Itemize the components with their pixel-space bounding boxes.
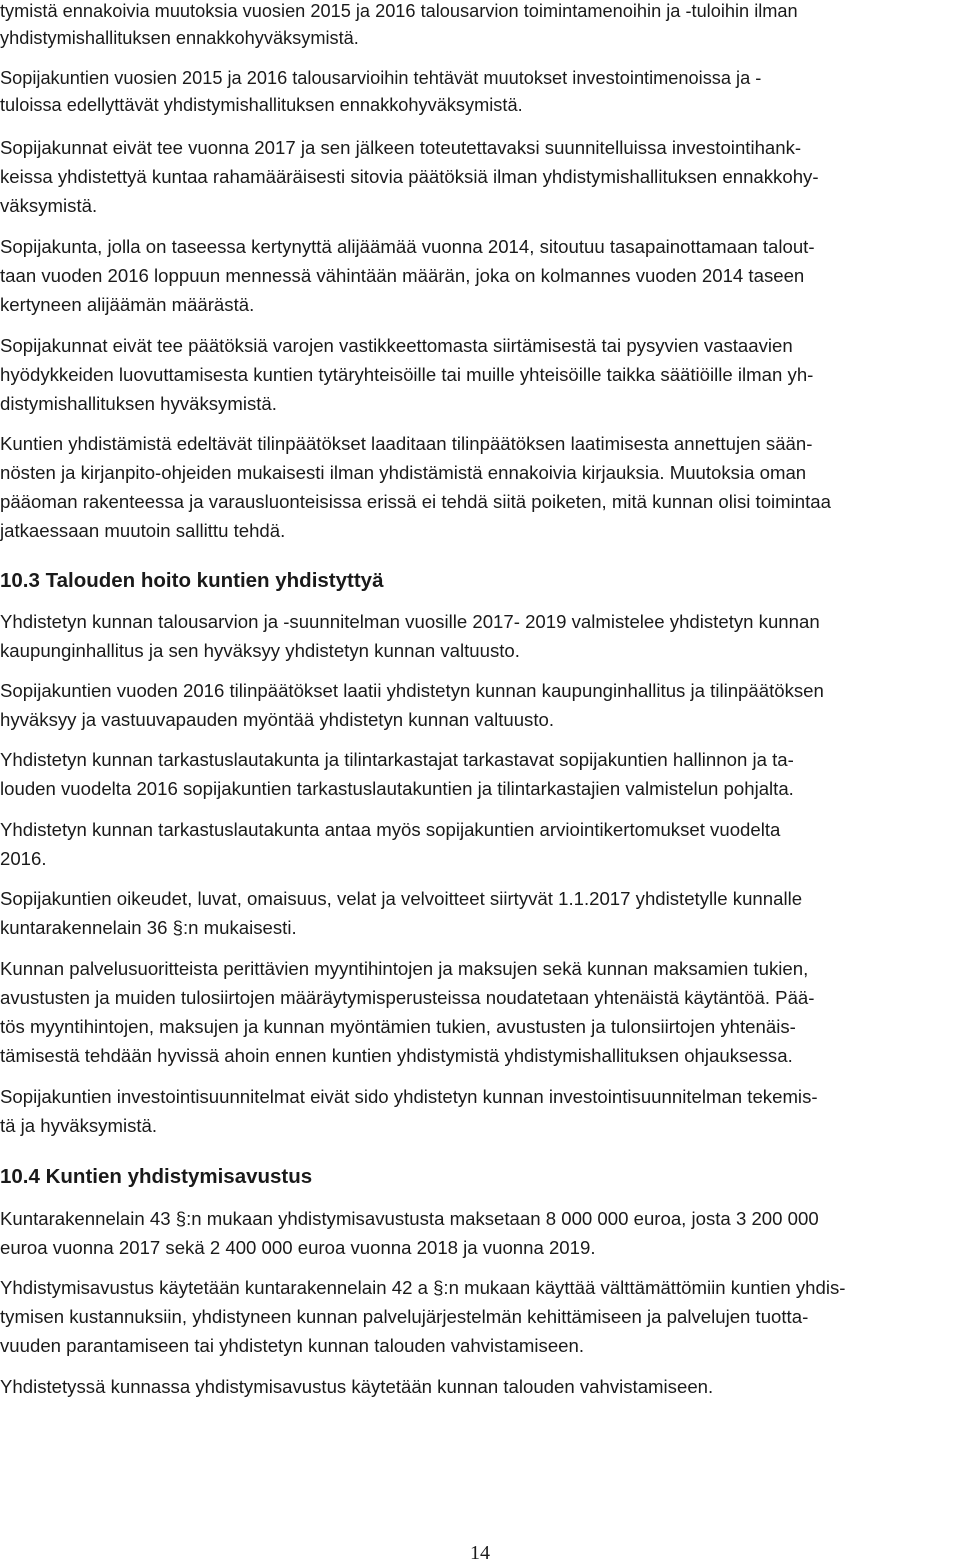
section-number: 10.3	[0, 569, 40, 592]
text-line: euroa vuonna 2017 sekä 2 400 000 euroa vuonna 2018 ja vuonna 2019.	[0, 1237, 596, 1258]
text-line: Yhdistetyn kunnan talousarvion ja -suunnitelman vuosille 2017- 2019 valmistelee yhdistetyn kunnan	[0, 611, 820, 632]
text-line: Yhdistymisavustus käytetään kuntarakennelain 42 a §:n mukaan käyttää välttämättömiin kuntien yhdis-	[0, 1277, 846, 1298]
text-line: Sopijakuntien vuosien 2015 ja 2016 talousarvioihin tehtävät muutokset investointimenoissa ja -	[0, 68, 762, 88]
text-line: Yhdistetyn kunnan tarkastuslautakunta antaa myös sopijakuntien arviointikertomukset vuodelta	[0, 819, 781, 840]
text-line: louden vuodelta 2016 sopijakuntien tarkastuslautakuntien ja tilintarkastajien valmistelun pohjalta.	[0, 778, 794, 799]
text-line: Sopijakunnat eivät tee päätöksiä varojen vastikkeettomasta siirtämisestä tai pysyvien vastaavien	[0, 335, 793, 356]
text-line: yhdistymishallituksen ennakkohyväksymistä.	[0, 28, 359, 48]
text-line: vuuden parantamiseen tai yhdistetyn kunnan talouden vahvistamiseen.	[0, 1335, 585, 1356]
text-line: Sopijakunnat eivät tee vuonna 2017 ja sen jälkeen toteutettavaksi suunnitelluissa investointihank-	[0, 137, 802, 158]
text-line: Yhdistetyssä kunnassa yhdistymisavustus käytetään kunnan talouden vahvistamiseen.	[0, 1376, 714, 1397]
text-line: hyväksyy ja vastuuvapauden myöntää yhdistetyn kunnan valtuusto.	[0, 709, 555, 730]
section-title: Kuntien yhdistymisavustus	[45, 1165, 313, 1188]
text-line: tymisen kustannuksiin, yhdistyneen kunnan palvelujärjestelmän kehittämiseen ja palvelujen tuotta-	[0, 1306, 809, 1327]
text-line: kuntarakennelain 36 §:n mukaisesti.	[0, 917, 297, 938]
section-number: 10.4	[0, 1165, 40, 1188]
text-line: taan vuoden 2016 loppuun mennessä vähintään määrän, joka on kolmannes vuoden 2014 taseen	[0, 265, 805, 286]
text-line: jatkaessaan muutoin sallittu tehdä.	[0, 520, 286, 541]
text-line: distymishallituksen hyväksymistä.	[0, 393, 277, 414]
text-line: Sopijakunta, jolla on taseessa kertynyttä alijäämää vuonna 2014, sitoutuu tasapainottamaan talout-	[0, 236, 815, 257]
text-line: hyödykkeiden luovuttamisesta kuntien tytäryhteisöille tai muille yhteisöille taikka säätiöille ilman yh-	[0, 364, 814, 385]
text-line: tuloissa edellyttävät yhdistymishallituksen ennakkohyväksymistä.	[0, 95, 523, 115]
text-line: Kuntarakennelain 43 §:n mukaan yhdistymisavustusta maksetaan 8 000 000 euroa, josta 3 200 000	[0, 1208, 819, 1229]
text-line: pääoman rakenteessa ja varausluonteisissa erissä ei tehdä siitä poiketen, mitä kunnan olisi toimintaa	[0, 491, 831, 512]
text-line: Kuntien yhdistämistä edeltävät tilinpäätökset laaditaan tilinpäätöksen laatimisesta annettujen sään-	[0, 433, 813, 454]
text-line: nösten ja kirjanpito-ohjeiden mukaisesti ilman yhdistämistä ennakoivia kirjauksia. Muutoksia oman	[0, 462, 807, 483]
text-line: tä ja hyväksymistä.	[0, 1115, 158, 1136]
text-line: Kunnan palvelusuoritteista perittävien myyntihintojen ja maksujen sekä kunnan maksamien tukien,	[0, 958, 809, 979]
page-number: 14	[470, 1542, 490, 1564]
text-line: Sopijakuntien oikeudet, luvat, omaisuus, velat ja velvoitteet siirtyvät 1.1.2017 yhdistetylle kunnalle	[0, 888, 803, 909]
text-line: Sopijakuntien investointisuunnitelmat eivät sido yhdistetyn kunnan investointisuunnitelman tekemis-	[0, 1086, 818, 1107]
text-line: kaupunginhallitus ja sen hyväksyy yhdistetyn kunnan valtuusto.	[0, 640, 520, 661]
text-line: 2016.	[0, 848, 47, 869]
text-line: Sopijakuntien vuoden 2016 tilinpäätökset laatii yhdistetyn kunnan kaupunginhallitus ja tilinpäätöksen	[0, 680, 824, 701]
text-line: keissa yhdistettyä kuntaa rahamääräisesti sitovia päätöksiä ilman yhdistymishallituksen ennakkohy-	[0, 166, 819, 187]
text-line: kertyneen alijäämän määrästä.	[0, 294, 255, 315]
text-line: väksymistä.	[0, 195, 98, 216]
section-title: Talouden hoito kuntien yhdistyttyä	[45, 569, 384, 592]
section-heading-10-4	[0, 1162, 312, 1191]
text-line: avustusten ja muiden tulosiirtojen määräytymisperusteissa noudatetaan yhtenäistä käytäntöä. Pää-	[0, 987, 815, 1008]
text-line: tymistä ennakoivia muutoksia vuosien 2015 ja 2016 talousarvion toimintamenoihin ja -tuloihin ilman	[0, 1, 798, 21]
text-line: Yhdistetyn kunnan tarkastuslautakunta ja tilintarkastajat tarkastavat sopijakuntien hallinnon ja ta-	[0, 749, 794, 770]
text-line: tös myyntihintojen, maksujen ja kunnan myöntämien tukien, avustusten ja tulonsiirtojen yhtenäis-	[0, 1016, 796, 1037]
section-heading-10-3	[0, 566, 384, 595]
text-line: tämisestä tehdään hyvissä ahoin ennen kuntien yhdistymistä yhdistymishallituksen ohjauksessa.	[0, 1045, 793, 1066]
